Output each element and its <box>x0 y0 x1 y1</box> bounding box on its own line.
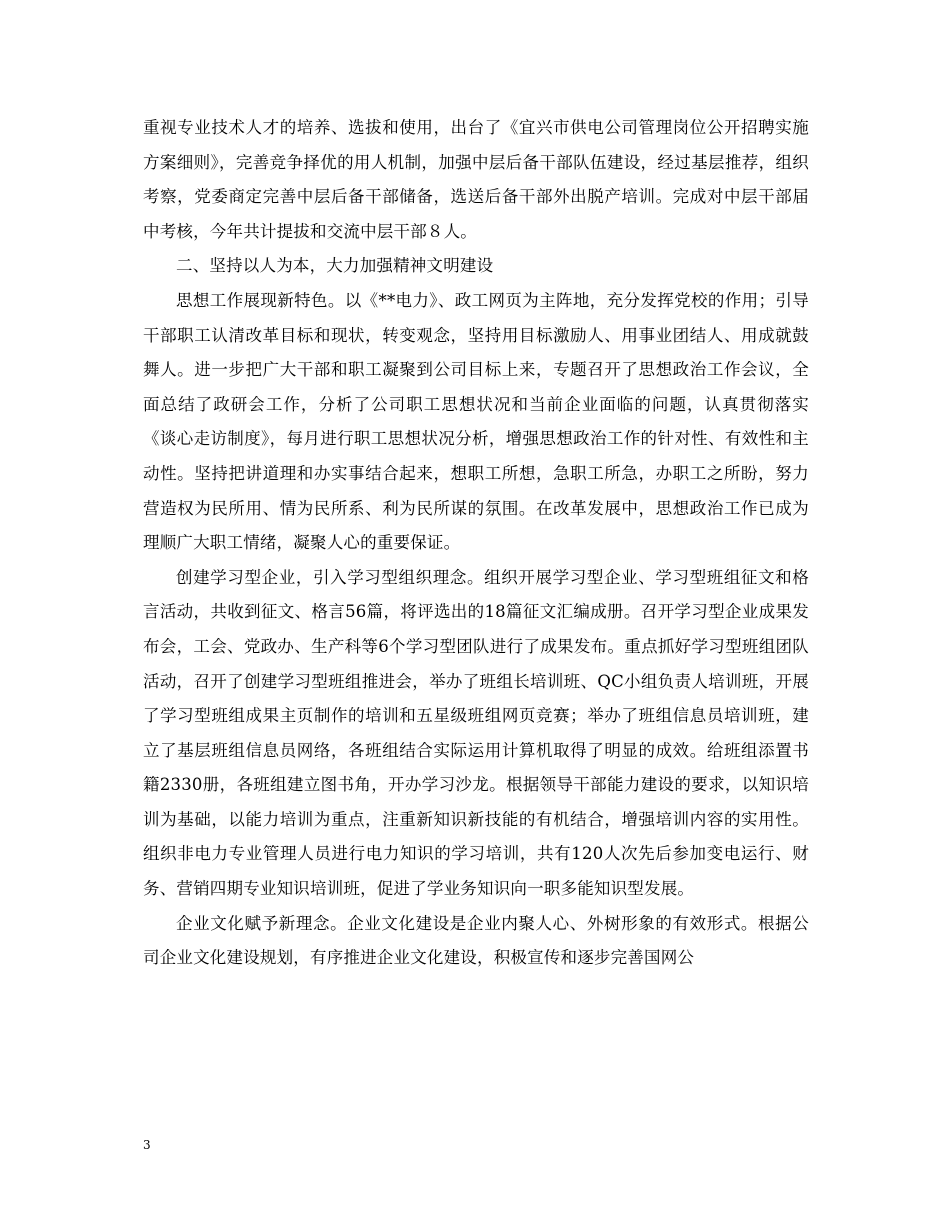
page-number: 3 <box>143 1138 151 1152</box>
document-body <box>143 111 809 976</box>
paragraph-learning-organization: 创建学习型企业，引入学习型组织理念。组织开展学习型企业、学习型班组征文和格言活动，共收到征文、格言56篇，将评选出的18篇征文汇编成册。召开学习型企业成果发布会，工会、党政办、生产科等6个学习型团队进行了成果发布。重点抓好学习型班组团队活动，召开了创建学习型班组推进会，举办了班组长培训班、QC小组负责人培训班，开展了学习型班组成果主页制作的培训和五星级班组网页竞赛；举办了班组信息员培训班，建立了基层班组信息员网络，各班组结合实际运用计算机取得了明显的成效。给班组添置书籍2330册，各班组建立图书角，开办学习沙龙。根据领导干部能力建设的要求，以知识培训为基础，以能力培训为重点，注重新知识新技能的有机结合，增强培训内容的实用性。组织非电力专业管理人员进行电力知识的学习培训，共有120人次先后参加变电运行、财务、营销四期专业知识培训班，促进了学业务知识向一职多能知识型发展。 <box>143 567 809 899</box>
paragraph-ideological-work: 思想工作展现新特色。以《**电力》、政工网页为主阵地，充分发挥党校的作用；引导干部职工认清改革目标和现状，转变观念，坚持用目标激励人、用事业团结人、用成就鼓舞人。进一步把广大干部和职工凝聚到公司目标上来，专题召开了思想政治工作会议，全面总结了政研会工作，分析了公司职工思想状况和当前企业面临的问题，认真贯彻落实《谈心走访制度》，每月进行职工思想状况分析，增强思想政治工作的针对性、有效性和主动性。坚持把讲道理和办实事结合起来，想职工所想，急职工所急，办职工之所盼，努力营造权为民所用、情为民所系、利为民所谋的氛围。在改革发展中，思想政治工作已成为理顺广大职工情绪，凝聚人心的重要保证。 <box>143 290 809 553</box>
section-heading: 二、坚持以人为本，大力加强精神文明建设 <box>176 256 494 276</box>
paragraph-cadre-selection: 重视专业技术人才的培养、选拔和使用，出台了《宜兴市供电公司管理岗位公开招聘实施方案细则》，完善竞争择优的用人机制，加强中层后备干部队伍建设，经过基层推荐，组织考察，党委商定完善中层后备干部储备，选送后备干部外出脱产培训。完成对中层干部届中考核，今年共计提拔和交流中层干部８人。 <box>143 118 809 241</box>
paragraph-corporate-culture: 企业文化赋予新理念。企业文化建设是企业内聚人心、外树形象的有效形式。根据公司企业文化建设规划，有序推进企业文化建设，积极宣传和逐步完善国网公 <box>143 913 809 968</box>
